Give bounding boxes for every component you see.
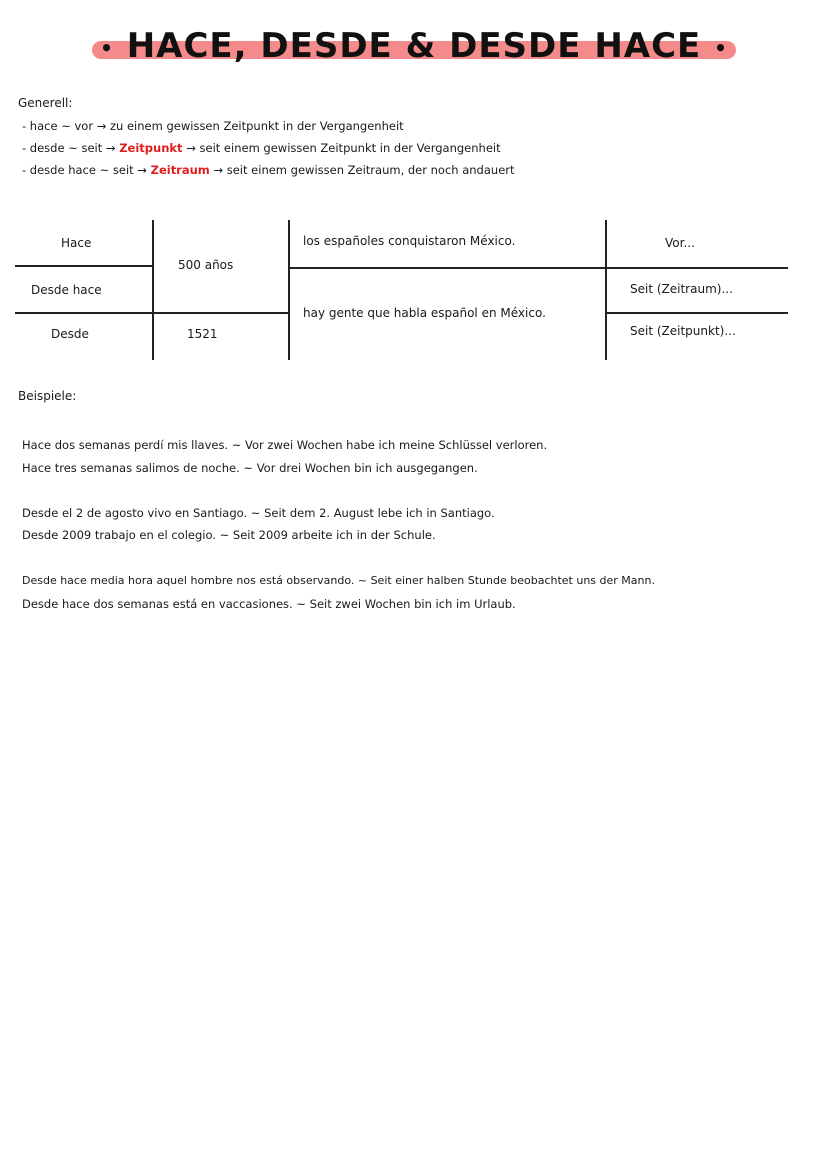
table-row-line-1a bbox=[15, 265, 152, 267]
title-area bbox=[0, 26, 828, 68]
example-line-1: Hace dos semanas perdí mis llaves. ~ Vor zwei Wochen habe ich meine Schlüssel verloren. bbox=[22, 438, 548, 452]
example-line-2: Hace tres semanas salimos de noche. ~ Vor drei Wochen bin ich ausgegangen. bbox=[22, 461, 478, 475]
table-cell-hace: Hace bbox=[61, 236, 92, 250]
example-line-3: Desde el 2 de agosto vivo en Santiago. ~ Seit dem 2. August lebe ich in Santiago. bbox=[22, 506, 495, 520]
page-title bbox=[94, 26, 734, 68]
general-line-1 bbox=[22, 119, 404, 133]
example-line-4: Desde 2009 trabajo en el colegio. ~ Seit 2009 arbeite ich in der Schule. bbox=[22, 528, 436, 542]
table-divider-1 bbox=[152, 220, 154, 360]
general-line-3-highlight: Zeitraum bbox=[150, 163, 210, 177]
table-cell-seit-zeitraum: Seit (Zeitraum)... bbox=[630, 282, 733, 296]
general-line-3 bbox=[22, 163, 515, 177]
general-label: Generell: bbox=[18, 96, 73, 110]
general-line-3-suffix: → seit einem gewissen Zeitraum, der noch andauert bbox=[209, 163, 515, 177]
table-divider-2 bbox=[288, 220, 290, 360]
general-line-2-highlight: Zeitpunkt bbox=[119, 141, 183, 155]
table-cell-desde-hace: Desde hace bbox=[31, 283, 102, 297]
general-line-1-text: - hace ~ vor → zu einem gewissen Zeitpunkt in der Vergangenheit bbox=[22, 119, 404, 133]
table-row-line-2a bbox=[15, 312, 288, 314]
table-cell-1521: 1521 bbox=[187, 327, 218, 341]
table-cell-seit-zeitpunkt: Seit (Zeitpunkt)... bbox=[630, 324, 736, 338]
title-dot-left: • bbox=[100, 35, 114, 60]
page-title-text: HACE, DESDE & DESDE HACE bbox=[126, 26, 702, 66]
table-cell-hay-gente: hay gente que habla español en México. bbox=[303, 306, 546, 320]
table-cell-500-anos: 500 años bbox=[178, 258, 234, 272]
examples-label: Beispiele: bbox=[18, 389, 77, 403]
table-row-line-2b bbox=[605, 312, 788, 314]
title-dot-right: • bbox=[714, 35, 728, 60]
grammar-table bbox=[15, 220, 790, 360]
table-cell-vor: Vor... bbox=[665, 236, 695, 250]
table-cell-desde: Desde bbox=[51, 327, 89, 341]
example-line-6: Desde hace dos semanas está en vaccasiones. ~ Seit zwei Wochen bin ich im Urlaub. bbox=[22, 597, 516, 611]
general-line-2-suffix: → seit einem gewissen Zeitpunkt in der Vergangenheit bbox=[182, 141, 501, 155]
general-line-3-prefix: - desde hace ~ seit → bbox=[22, 163, 151, 177]
example-line-5: Desde hace media hora aquel hombre nos está observando. ~ Seit einer halben Stunde beobachtet uns der Mann. bbox=[22, 574, 655, 587]
table-row-line-1b bbox=[288, 267, 788, 269]
table-cell-conquistaron: los españoles conquistaron México. bbox=[303, 234, 516, 248]
table-divider-3 bbox=[605, 220, 607, 360]
general-line-2 bbox=[22, 141, 501, 155]
general-line-2-prefix: - desde ~ seit → bbox=[22, 141, 120, 155]
